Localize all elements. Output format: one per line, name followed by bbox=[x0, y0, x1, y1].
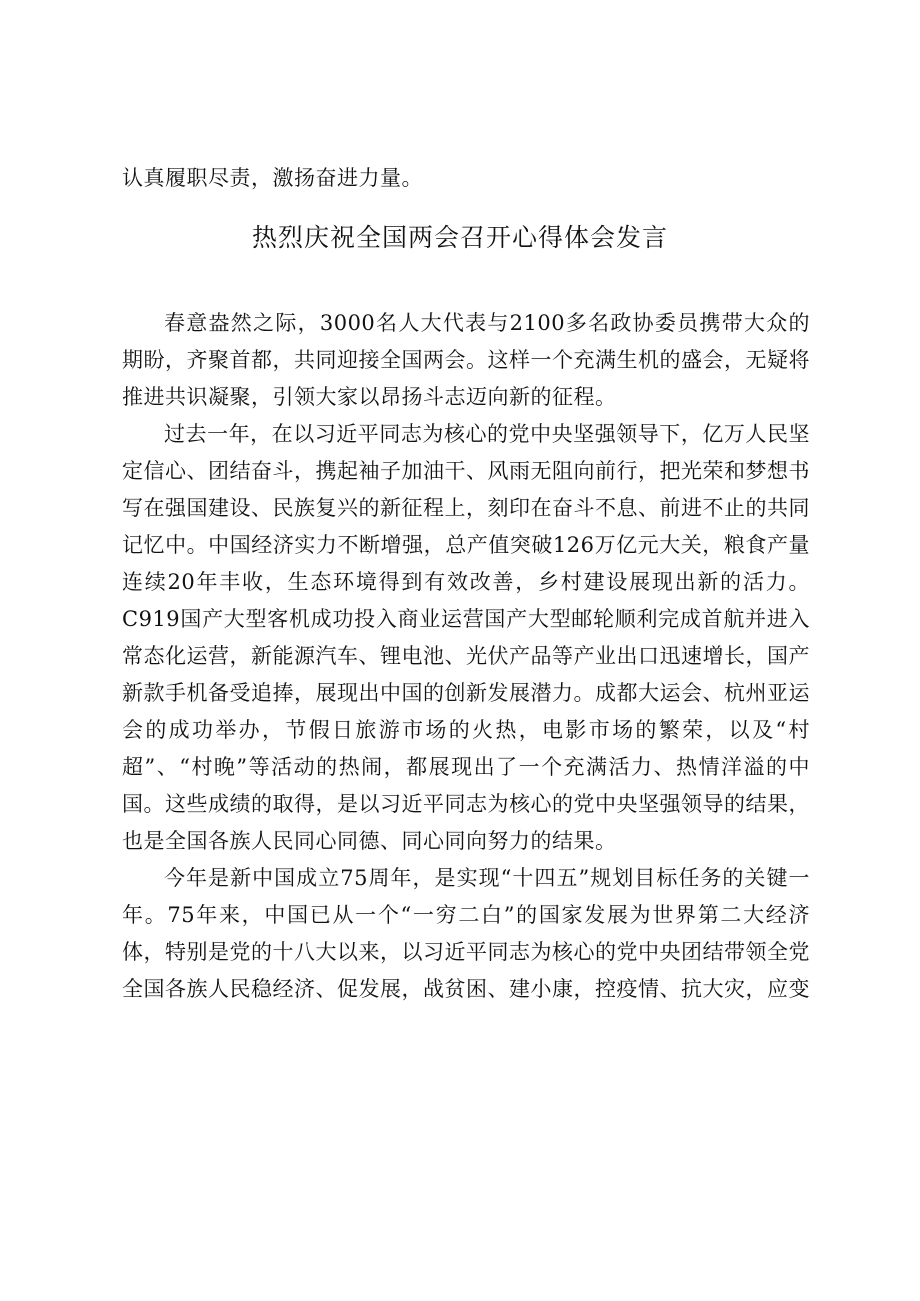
document-body bbox=[122, 305, 810, 1008]
paragraph-2: 过去一年，在以习近平同志为核心的党中央坚强领导下，亿万人民坚定信心、团结奋斗，携起袖子加油干、风雨无阻向前行，把光荣和梦想书写在强国建设、民族复兴的新征程上，刻印在奋斗不息、前进不止的共同记忆中。中国经济实力不断增强，总产值突破126万亿元大关，粮食产量连续20年丰收，生态环境得到有效改善，乡村建设展现出新的活力。C919国产大型客机成功投入商业运营国产大型邮轮顺利完成首航并进入常态化运营，新能源汽车、锂电池、光伏产品等产业出口迅速增长，国产新款手机备受追捧，展现出中国的创新发展潜力。成都大运会、杭州亚运会的成功举办，节假日旅游市场的火热，电影市场的繁荣，以及“村超”、“村晚”等活动的热闹，都展现出了一个充满活力、热情洋溢的中国。这些成绩的取得，是以习近平同志为核心的党中央坚强领导的结果，也是全国各族人民同心同德、同心同向努力的结果。 bbox=[122, 422, 810, 853]
paragraph-3: 今年是新中国成立75周年，是实现“十四五”规划目标任务的关键一年。75年来，中国已从一个“一穷二白”的国家发展为世界第二大经济体，特别是党的十八大以来，以习近平同志为核心的党中央团结带领全党全国各族人民稳经济、促发展，战贫困、建小康，控疫情、抗大灾，应变 bbox=[122, 866, 810, 1001]
document-title: 热烈庆祝全国两会召开心得体会发言 bbox=[251, 223, 668, 252]
paragraph-1: 春意盎然之际，3000名人大代表与2100多名政协委员携带大众的期盼，齐聚首都，共同迎接全国两会。这样一个充满生机的盛会，无疑将推进共识凝聚，引领大家以昂扬斗志迈向新的征程。 bbox=[122, 311, 810, 409]
continuation-line: 认真履职尽责，激扬奋进力量。 bbox=[122, 166, 423, 190]
